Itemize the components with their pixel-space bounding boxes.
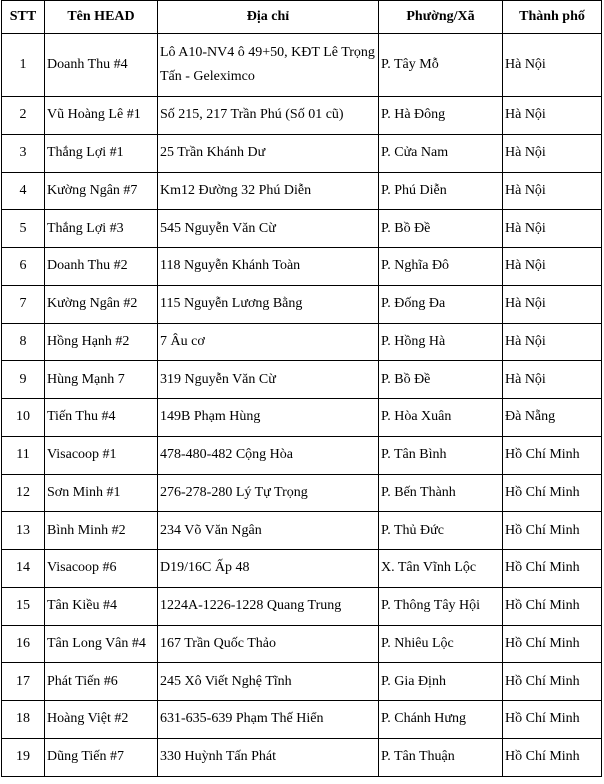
cell-head-name: Bình Minh #2 bbox=[45, 512, 158, 550]
header-city: Thành phố bbox=[503, 1, 602, 34]
header-address: Địa chỉ bbox=[158, 1, 379, 34]
cell-stt: 13 bbox=[2, 512, 45, 550]
table-row bbox=[2, 474, 602, 512]
cell-stt: 6 bbox=[2, 248, 45, 286]
cell-city: Hà Nội bbox=[503, 134, 602, 172]
cell-ward: P. Nghĩa Đô bbox=[379, 248, 503, 286]
cell-city: Hà Nội bbox=[503, 97, 602, 135]
cell-city: Hồ Chí Minh bbox=[503, 587, 602, 625]
header-row bbox=[2, 1, 602, 34]
table-row bbox=[2, 323, 602, 361]
cell-ward: P. Tân Thuận bbox=[379, 738, 503, 776]
cell-stt: 10 bbox=[2, 399, 45, 437]
header-ward: Phường/Xã bbox=[379, 1, 503, 34]
table-row bbox=[2, 436, 602, 474]
cell-city: Hà Nội bbox=[503, 210, 602, 248]
table-row bbox=[2, 587, 602, 625]
cell-stt: 4 bbox=[2, 172, 45, 210]
cell-address: 319 Nguyễn Văn Cừ bbox=[158, 361, 379, 399]
cell-ward: P. Hà Đông bbox=[379, 97, 503, 135]
cell-address: 478-480-482 Cộng Hòa bbox=[158, 436, 379, 474]
cell-ward: P. Chánh Hưng bbox=[379, 701, 503, 739]
cell-ward: P. Hồng Hà bbox=[379, 323, 503, 361]
table-row bbox=[2, 248, 602, 286]
cell-stt: 16 bbox=[2, 625, 45, 663]
cell-head-name: Doanh Thu #4 bbox=[45, 34, 158, 97]
cell-address: 149B Phạm Hùng bbox=[158, 399, 379, 437]
cell-address: 115 Nguyễn Lương Bằng bbox=[158, 285, 379, 323]
cell-city: Hà Nội bbox=[503, 34, 602, 97]
cell-address: 1224A-1226-1228 Quang Trung bbox=[158, 587, 379, 625]
cell-address: 276-278-280 Lý Tự Trọng bbox=[158, 474, 379, 512]
cell-head-name: Tiến Thu #4 bbox=[45, 399, 158, 437]
cell-address: 245 Xô Viết Nghệ Tĩnh bbox=[158, 663, 379, 701]
cell-head-name: Tân Long Vân #4 bbox=[45, 625, 158, 663]
cell-stt: 15 bbox=[2, 587, 45, 625]
cell-head-name: Thắng Lợi #3 bbox=[45, 210, 158, 248]
header-stt: STT bbox=[2, 1, 45, 34]
cell-head-name: Visacoop #6 bbox=[45, 550, 158, 588]
cell-city: Hà Nội bbox=[503, 361, 602, 399]
head-dealer-table bbox=[1, 0, 602, 777]
cell-city: Hồ Chí Minh bbox=[503, 436, 602, 474]
cell-head-name: Visacoop #1 bbox=[45, 436, 158, 474]
cell-address: Km12 Đường 32 Phú Diễn bbox=[158, 172, 379, 210]
cell-address: 545 Nguyễn Văn Cừ bbox=[158, 210, 379, 248]
cell-stt: 2 bbox=[2, 97, 45, 135]
table-row bbox=[2, 210, 602, 248]
cell-stt: 18 bbox=[2, 701, 45, 739]
table-row bbox=[2, 361, 602, 399]
table-row bbox=[2, 550, 602, 588]
cell-address: 118 Nguyễn Khánh Toàn bbox=[158, 248, 379, 286]
table-row bbox=[2, 701, 602, 739]
cell-stt: 14 bbox=[2, 550, 45, 588]
table-row bbox=[2, 399, 602, 437]
cell-city: Hồ Chí Minh bbox=[503, 512, 602, 550]
cell-ward: P. Tây Mỗ bbox=[379, 34, 503, 97]
cell-ward: P. Hòa Xuân bbox=[379, 399, 503, 437]
cell-ward: P. Bến Thành bbox=[379, 474, 503, 512]
cell-city: Hồ Chí Minh bbox=[503, 550, 602, 588]
cell-city: Hồ Chí Minh bbox=[503, 663, 602, 701]
cell-city: Hà Nội bbox=[503, 323, 602, 361]
cell-ward: P. Đống Đa bbox=[379, 285, 503, 323]
cell-head-name: Tân Kiều #4 bbox=[45, 587, 158, 625]
cell-ward: P. Thủ Đức bbox=[379, 512, 503, 550]
cell-ward: P. Tân Bình bbox=[379, 436, 503, 474]
cell-address: 167 Trần Quốc Thảo bbox=[158, 625, 379, 663]
cell-ward: P. Thông Tây Hội bbox=[379, 587, 503, 625]
table-row bbox=[2, 97, 602, 135]
table-row bbox=[2, 134, 602, 172]
cell-city: Hà Nội bbox=[503, 172, 602, 210]
cell-ward: P. Nhiêu Lộc bbox=[379, 625, 503, 663]
cell-head-name: Thắng Lợi #1 bbox=[45, 134, 158, 172]
cell-stt: 3 bbox=[2, 134, 45, 172]
table-row bbox=[2, 738, 602, 776]
cell-head-name: Hoàng Việt #2 bbox=[45, 701, 158, 739]
cell-head-name: Doanh Thu #2 bbox=[45, 248, 158, 286]
table-row bbox=[2, 34, 602, 97]
cell-address: 234 Võ Văn Ngân bbox=[158, 512, 379, 550]
cell-ward: P. Gia Định bbox=[379, 663, 503, 701]
cell-ward: P. Cửa Nam bbox=[379, 134, 503, 172]
cell-stt: 5 bbox=[2, 210, 45, 248]
cell-head-name: Sơn Minh #1 bbox=[45, 474, 158, 512]
cell-stt: 9 bbox=[2, 361, 45, 399]
cell-head-name: Kường Ngân #2 bbox=[45, 285, 158, 323]
cell-head-name: Kường Ngân #7 bbox=[45, 172, 158, 210]
cell-address: Lô A10-NV4 ô 49+50, KĐT Lê Trọng Tấn - Geleximco bbox=[158, 34, 379, 97]
cell-city: Hà Nội bbox=[503, 248, 602, 286]
header-name: Tên HEAD bbox=[45, 1, 158, 34]
table-row bbox=[2, 663, 602, 701]
table-row bbox=[2, 172, 602, 210]
cell-ward: P. Bồ Đề bbox=[379, 361, 503, 399]
cell-city: Hà Nội bbox=[503, 285, 602, 323]
cell-ward: X. Tân Vĩnh Lộc bbox=[379, 550, 503, 588]
cell-head-name: Hồng Hạnh #2 bbox=[45, 323, 158, 361]
table-row bbox=[2, 285, 602, 323]
cell-stt: 17 bbox=[2, 663, 45, 701]
cell-address: 25 Trần Khánh Dư bbox=[158, 134, 379, 172]
cell-city: Hồ Chí Minh bbox=[503, 474, 602, 512]
cell-ward: P. Bồ Đề bbox=[379, 210, 503, 248]
cell-address: D19/16C Ấp 48 bbox=[158, 550, 379, 588]
cell-stt: 19 bbox=[2, 738, 45, 776]
cell-stt: 8 bbox=[2, 323, 45, 361]
cell-head-name: Vũ Hoàng Lê #1 bbox=[45, 97, 158, 135]
cell-stt: 11 bbox=[2, 436, 45, 474]
table-row bbox=[2, 512, 602, 550]
cell-city: Hồ Chí Minh bbox=[503, 701, 602, 739]
table-row bbox=[2, 625, 602, 663]
cell-address: 631-635-639 Phạm Thế Hiển bbox=[158, 701, 379, 739]
cell-head-name: Dũng Tiến #7 bbox=[45, 738, 158, 776]
cell-address: Số 215, 217 Trần Phú (Số 01 cũ) bbox=[158, 97, 379, 135]
cell-ward: P. Phú Diễn bbox=[379, 172, 503, 210]
cell-city: Hồ Chí Minh bbox=[503, 625, 602, 663]
cell-address: 7 Âu cơ bbox=[158, 323, 379, 361]
cell-address: 330 Huỳnh Tấn Phát bbox=[158, 738, 379, 776]
cell-city: Hồ Chí Minh bbox=[503, 738, 602, 776]
cell-stt: 1 bbox=[2, 34, 45, 97]
cell-stt: 7 bbox=[2, 285, 45, 323]
cell-stt: 12 bbox=[2, 474, 45, 512]
cell-head-name: Phát Tiến #6 bbox=[45, 663, 158, 701]
cell-city: Đà Nẵng bbox=[503, 399, 602, 437]
table-body bbox=[2, 34, 602, 777]
cell-head-name: Hùng Mạnh 7 bbox=[45, 361, 158, 399]
